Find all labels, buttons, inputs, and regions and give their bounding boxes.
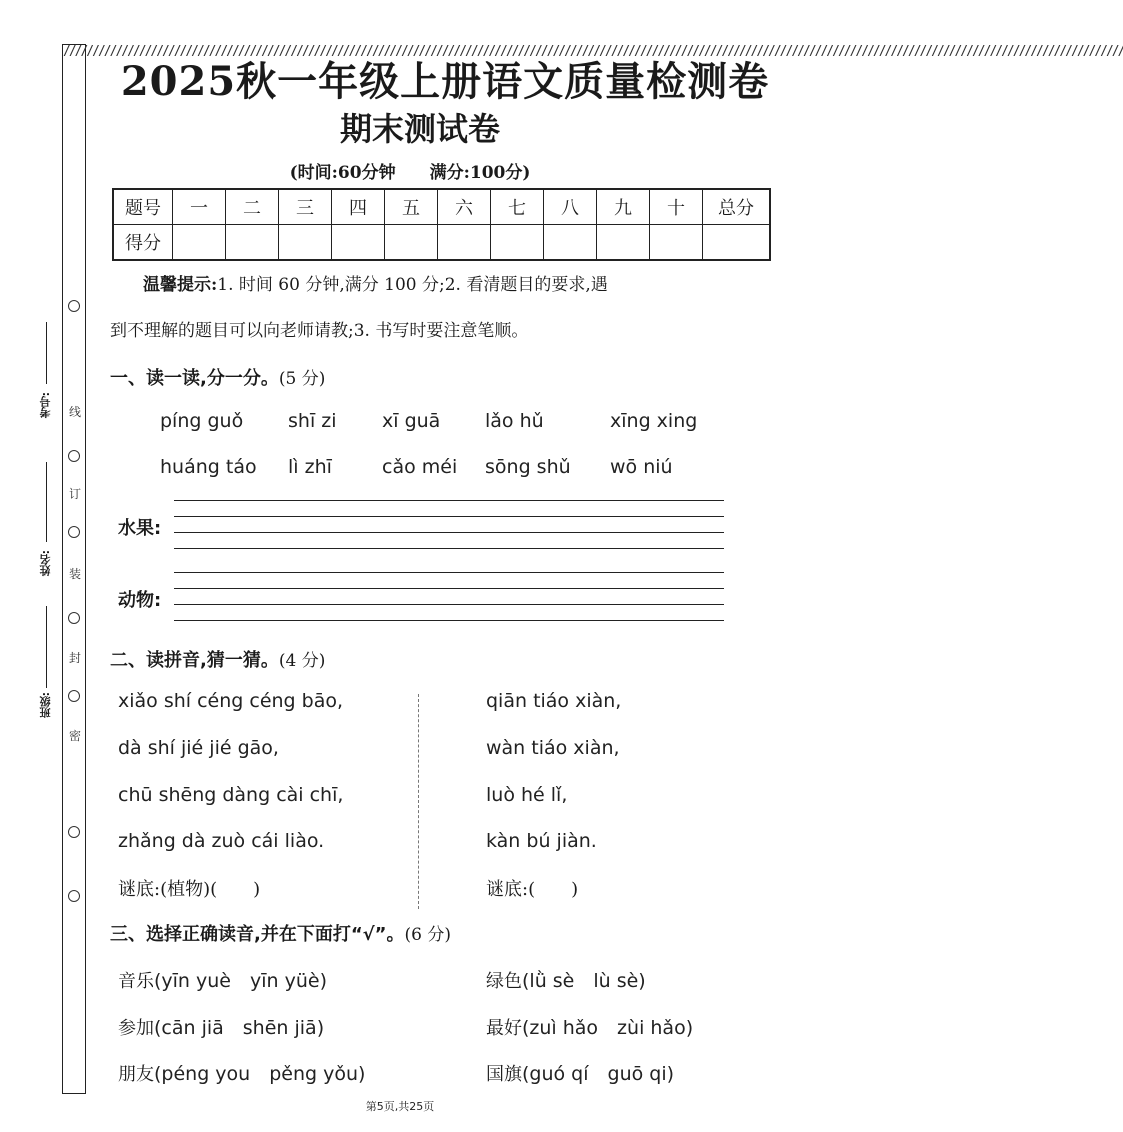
section-2-heading: [110, 646, 325, 672]
score-column-header: 一: [173, 189, 226, 225]
class-label: 班级:: [39, 692, 52, 719]
writing-line: [174, 532, 724, 533]
tip-label: 温馨提示:: [143, 275, 218, 295]
score-cell[interactable]: [226, 225, 279, 261]
riddle-line: luò hé lǐ,: [486, 784, 568, 806]
section-3-title: 三、选择正确读音,并在下面打“√”。: [110, 924, 405, 945]
score-cell[interactable]: [597, 225, 650, 261]
time-info: (时间:60分钟 满分:100分): [289, 163, 531, 183]
section-1-points: (5 分): [278, 369, 326, 389]
score-total-cell[interactable]: [703, 225, 771, 261]
exam-no-label: 考号:: [39, 392, 52, 419]
score-cell[interactable]: [385, 225, 438, 261]
pronunciation-item[interactable]: [486, 966, 646, 993]
riddle-line: xiǎo shí céng céng bāo,: [118, 690, 344, 712]
pinyin-word: huáng táo: [160, 456, 257, 478]
score-total-header: 总分: [703, 189, 771, 225]
page-title: 2025秋一年级上册语文质量检测卷: [120, 58, 770, 105]
score-row-label: 题号: [113, 189, 173, 225]
section-3-heading: [110, 920, 451, 946]
riddle-line: dà shí jié jié gāo,: [118, 737, 279, 759]
pinyin-word: cǎo méi: [382, 456, 458, 478]
score-column-header: 二: [226, 189, 279, 225]
tip-line-1: [143, 270, 608, 295]
pronunciation-word: 朋友: [118, 1064, 154, 1085]
score-cell[interactable]: [491, 225, 544, 261]
riddle-line: qiān tiáo xiàn,: [486, 690, 622, 712]
pronunciation-options: (péng you pěng yǒu): [154, 1063, 366, 1085]
pronunciation-item[interactable]: [118, 1013, 324, 1040]
score-column-header: 九: [597, 189, 650, 225]
pinyin-word: lǎo hǔ: [485, 410, 544, 432]
page-footer: 第5页,共25页: [365, 1100, 435, 1113]
pronunciation-word: 最好: [486, 1018, 522, 1039]
seal-char: 密: [68, 729, 81, 743]
pronunciation-options: (yīn yuè yīn yüè): [154, 970, 327, 992]
score-cell[interactable]: [332, 225, 385, 261]
binding-hole: [68, 300, 80, 312]
score-cell[interactable]: [438, 225, 491, 261]
pronunciation-word: 参加: [118, 1018, 154, 1039]
pinyin-word: píng guǒ: [160, 410, 244, 432]
score-table-score-row: [113, 225, 770, 261]
riddle-line: zhǎng dà zuò cái liào.: [118, 830, 325, 852]
pronunciation-item[interactable]: [118, 966, 327, 993]
pronunciation-item[interactable]: [486, 1013, 693, 1040]
score-cell[interactable]: [650, 225, 703, 261]
seal-char: 线: [68, 405, 81, 419]
column-divider: [418, 694, 419, 909]
pinyin-word: xīng xing: [610, 410, 698, 432]
score-cell[interactable]: [544, 225, 597, 261]
class-line: [46, 606, 47, 688]
writing-line: [174, 548, 724, 549]
pronunciation-options: (guó qí guō qi): [522, 1063, 675, 1085]
pronunciation-item[interactable]: [486, 1059, 674, 1086]
score-table: [112, 188, 771, 261]
page-subtitle: 期末测试卷: [339, 110, 500, 148]
writing-line: [174, 572, 724, 573]
section-1-title: 一、读一读,分一分。: [110, 368, 279, 389]
pronunciation-word: 绿色: [486, 971, 522, 992]
pinyin-word: wō niú: [610, 456, 673, 478]
score-cell[interactable]: [279, 225, 332, 261]
seal-char: 封: [68, 651, 81, 665]
binding-hole: [68, 450, 80, 462]
score-column-header: 七: [491, 189, 544, 225]
pronunciation-options: (zuì hǎo zùi hǎo): [522, 1017, 694, 1039]
riddle-line: chū shēng dàng cài chī,: [118, 784, 344, 806]
pinyin-word: xī guā: [382, 410, 441, 432]
pinyin-word: sōng shǔ: [485, 456, 571, 478]
writing-line: [174, 620, 724, 621]
exam-no-line: [46, 322, 47, 384]
binding-hole: [68, 890, 80, 902]
pronunciation-word: 国旗: [486, 1064, 522, 1085]
score-column-header: 三: [279, 189, 332, 225]
score-row-label: 得分: [113, 225, 173, 261]
section-2-points: (4 分): [278, 651, 326, 671]
name-line: [46, 462, 47, 542]
fruit-label: 水果:: [118, 518, 162, 539]
binding-hole: [68, 826, 80, 838]
score-column-header: 六: [438, 189, 491, 225]
tip-text-2: 到不理解的题目可以向老师请教;3. 书写时要注意笔顺。: [110, 321, 529, 341]
writing-line: [174, 516, 724, 517]
riddle-line: wàn tiáo xiàn,: [486, 737, 620, 759]
writing-line: [174, 588, 724, 589]
pronunciation-word: 音乐: [118, 971, 154, 992]
section-2-title: 二、读拼音,猜一猜。: [110, 650, 279, 671]
section-3-points: (6 分): [404, 925, 451, 945]
writing-line: [174, 604, 724, 605]
seal-char: 订: [68, 487, 81, 501]
binding-hole: [68, 526, 80, 538]
binding-pattern: //////////////////////////////////////////////////////////////////////////////////////////////////////////////////////////////////////////////////////////////////////////////////////: [63, 44, 1123, 59]
animal-label: 动物:: [118, 590, 162, 611]
binding-hole: [68, 612, 80, 624]
pronunciation-options: (lǜ sè lù sè): [522, 970, 646, 992]
score-column-header: 五: [385, 189, 438, 225]
writing-line: [174, 500, 724, 501]
seal-char: 装: [68, 567, 81, 581]
binding-hole: [68, 690, 80, 702]
name-label: 姓名:: [39, 550, 52, 577]
riddle-line: kàn bú jiàn.: [486, 830, 597, 852]
pinyin-word: lì zhī: [288, 456, 332, 478]
riddle-answer-left[interactable]: 谜底:(植物)( ): [118, 879, 261, 900]
pronunciation-options: (cān jiā shēn jiā): [154, 1017, 325, 1039]
score-column-header: 八: [544, 189, 597, 225]
score-table-header-row: [113, 189, 770, 225]
tip-text-1: 1. 时间 60 分钟,满分 100 分;2. 看清题目的要求,遇: [217, 275, 608, 295]
pinyin-word: shī zi: [288, 410, 337, 432]
pronunciation-item[interactable]: [118, 1059, 365, 1086]
section-1-heading: [110, 364, 325, 390]
score-cell[interactable]: [173, 225, 226, 261]
riddle-answer-right[interactable]: 谜底:( ): [486, 879, 579, 900]
score-column-header: 四: [332, 189, 385, 225]
score-column-header: 十: [650, 189, 703, 225]
